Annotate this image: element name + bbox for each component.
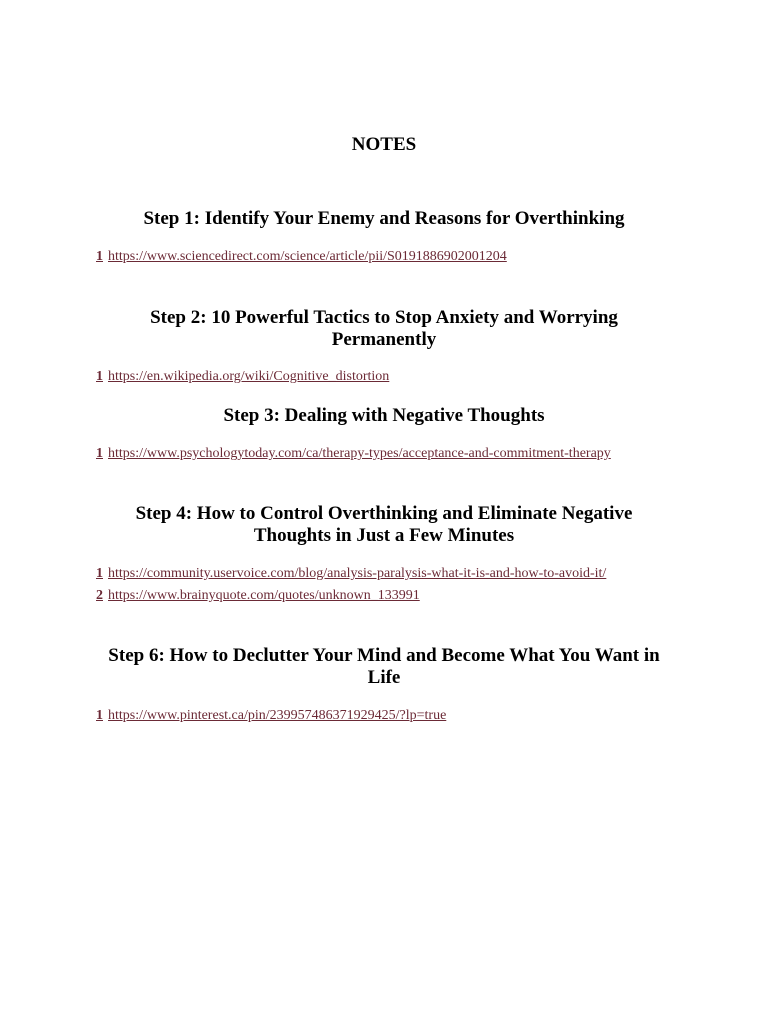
reference-url-link[interactable]: https://www.sciencedirect.com/science/article/pii/S0191886902001204: [108, 249, 507, 264]
step-section: [96, 405, 672, 465]
reference-item: [96, 443, 672, 465]
reference-number-link[interactable]: 1: [96, 369, 103, 384]
step-heading: Step 3: Dealing with Negative Thoughts: [223, 405, 545, 426]
reference-list: [96, 246, 672, 268]
step-section: [96, 645, 672, 727]
reference-url-link[interactable]: https://www.brainyquote.com/quotes/unknown_133991: [108, 588, 420, 603]
reference-item: [96, 366, 672, 388]
step-heading: Step 4: How to Control Overthinking and Eliminate Negative Thoughts in Just a Few Minutes: [135, 503, 633, 546]
reference-list: [96, 443, 672, 465]
step-heading: Step 6: How to Declutter Your Mind and Become What You Want in Life: [108, 645, 660, 688]
reference-item: [96, 563, 672, 585]
reference-list: [96, 705, 672, 727]
step-heading: Step 1: Identify Your Enemy and Reasons for Overthinking: [143, 208, 625, 229]
reference-number-link[interactable]: 1: [96, 249, 103, 264]
reference-item: [96, 246, 672, 268]
reference-url-link[interactable]: https://community.uservoice.com/blog/analysis-paralysis-what-it-is-and-how-to-avoid-it/: [108, 566, 607, 581]
page-title: NOTES: [351, 134, 417, 155]
reference-item: [96, 585, 672, 607]
step-section: [96, 307, 672, 388]
reference-list: [96, 366, 672, 388]
reference-number-link[interactable]: 2: [96, 588, 103, 603]
reference-number-link[interactable]: 1: [96, 446, 103, 461]
reference-item: [96, 705, 672, 727]
reference-url-link[interactable]: https://www.psychologytoday.com/ca/therapy-types/acceptance-and-commitment-therapy: [108, 446, 611, 461]
reference-url-link[interactable]: https://www.pinterest.ca/pin/239957486371929425/?lp=true: [108, 708, 447, 723]
reference-number-link[interactable]: 1: [96, 708, 103, 723]
reference-list: [96, 563, 672, 607]
reference-url-link[interactable]: https://en.wikipedia.org/wiki/Cognitive_distortion: [108, 369, 390, 384]
step-section: [96, 503, 672, 607]
step-section: [96, 208, 672, 268]
step-heading: Step 2: 10 Powerful Tactics to Stop Anxiety and Worrying Permanently: [150, 307, 618, 350]
reference-number-link[interactable]: 1: [96, 566, 103, 581]
